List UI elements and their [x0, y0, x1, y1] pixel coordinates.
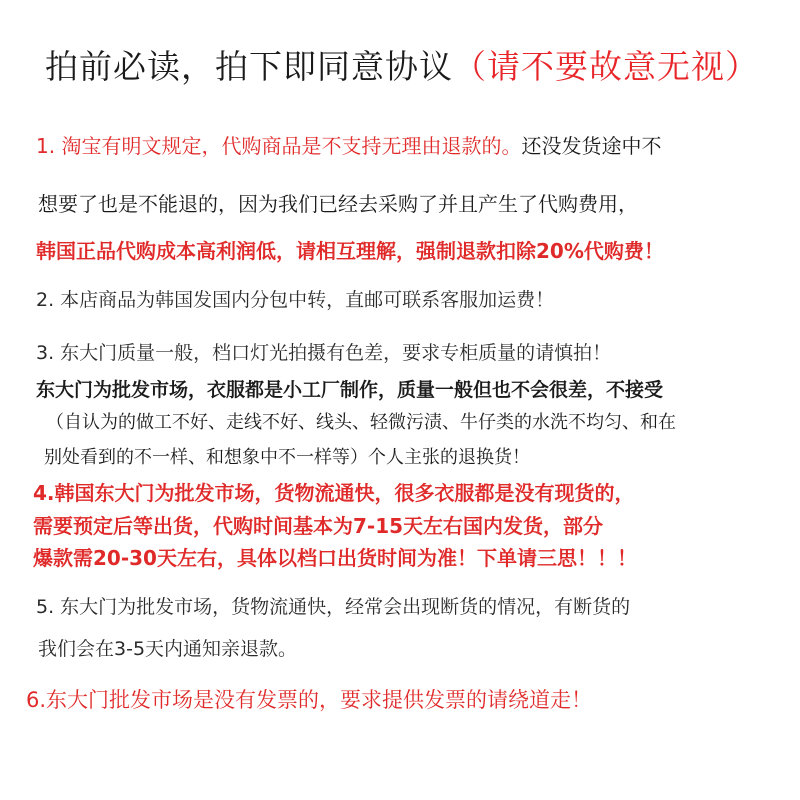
notice-item-3-line-4: 别处看到的不一样、和想象中不一样等）个人主张的退换货！ — [44, 447, 530, 468]
notice-item-1-line-1 — [36, 135, 661, 158]
notice-item-3-line-3: （自认为的做工不好、走线不好、线头、轻微污渍、牛仔类的水洗不均匀、和在 — [46, 412, 676, 433]
notice-item-4-line-2: 需要预定后等出货，代购时间基本为7-15天左右国内发货，部分 — [33, 514, 604, 538]
notice-item-3-line-1: 3. 东大门质量一般，档口灯光拍摄有色差，要求专柜质量的请慎拍！ — [36, 342, 612, 364]
notice-item-4-line-3: 爆款需20-30天左右，具体以档口出货时间为准！下单请三思！！！ — [33, 546, 637, 570]
notice-item-3-line-2: 东大门为批发市场，衣服都是小工厂制作，质量一般但也不会很差，不接受 — [36, 379, 664, 401]
notice-item-2: 2. 本店商品为韩国发国内分包中转，直邮可联系客服加运费！ — [36, 289, 555, 311]
page-title — [45, 48, 759, 86]
notice-item-1-red: 1. 淘宝有明文规定，代购商品是不支持无理由退款的。 — [36, 134, 522, 158]
title-highlight: （请不要故意无视） — [453, 47, 759, 86]
notice-item-4-line-1: 4.韩国东大门为批发市场，货物流通快，很多衣服都是没有现货的， — [33, 481, 635, 505]
notice-item-5-line-1: 5. 东大门为批发市场，货物流通快，经常会出现断货的情况，有断货的 — [36, 596, 631, 618]
notice-item-6: 6.东大门批发市场是没有发票的，要求提供发票的请绕道走！ — [26, 688, 593, 712]
notice-item-1-black: 还没发货途中不 — [521, 134, 662, 158]
notice-item-5-line-2: 我们会在3-5天内通知亲退款。 — [38, 638, 298, 660]
title-main: 拍前必读，拍下即同意协议 — [45, 47, 453, 86]
notice-item-1-line-3: 韩国正品代购成本高利润低，请相互理解，强制退款扣除20%代购费！ — [36, 239, 664, 263]
notice-item-1-line-2: 想要了也是不能退的，因为我们已经去采购了并且产生了代购费用， — [38, 192, 638, 216]
